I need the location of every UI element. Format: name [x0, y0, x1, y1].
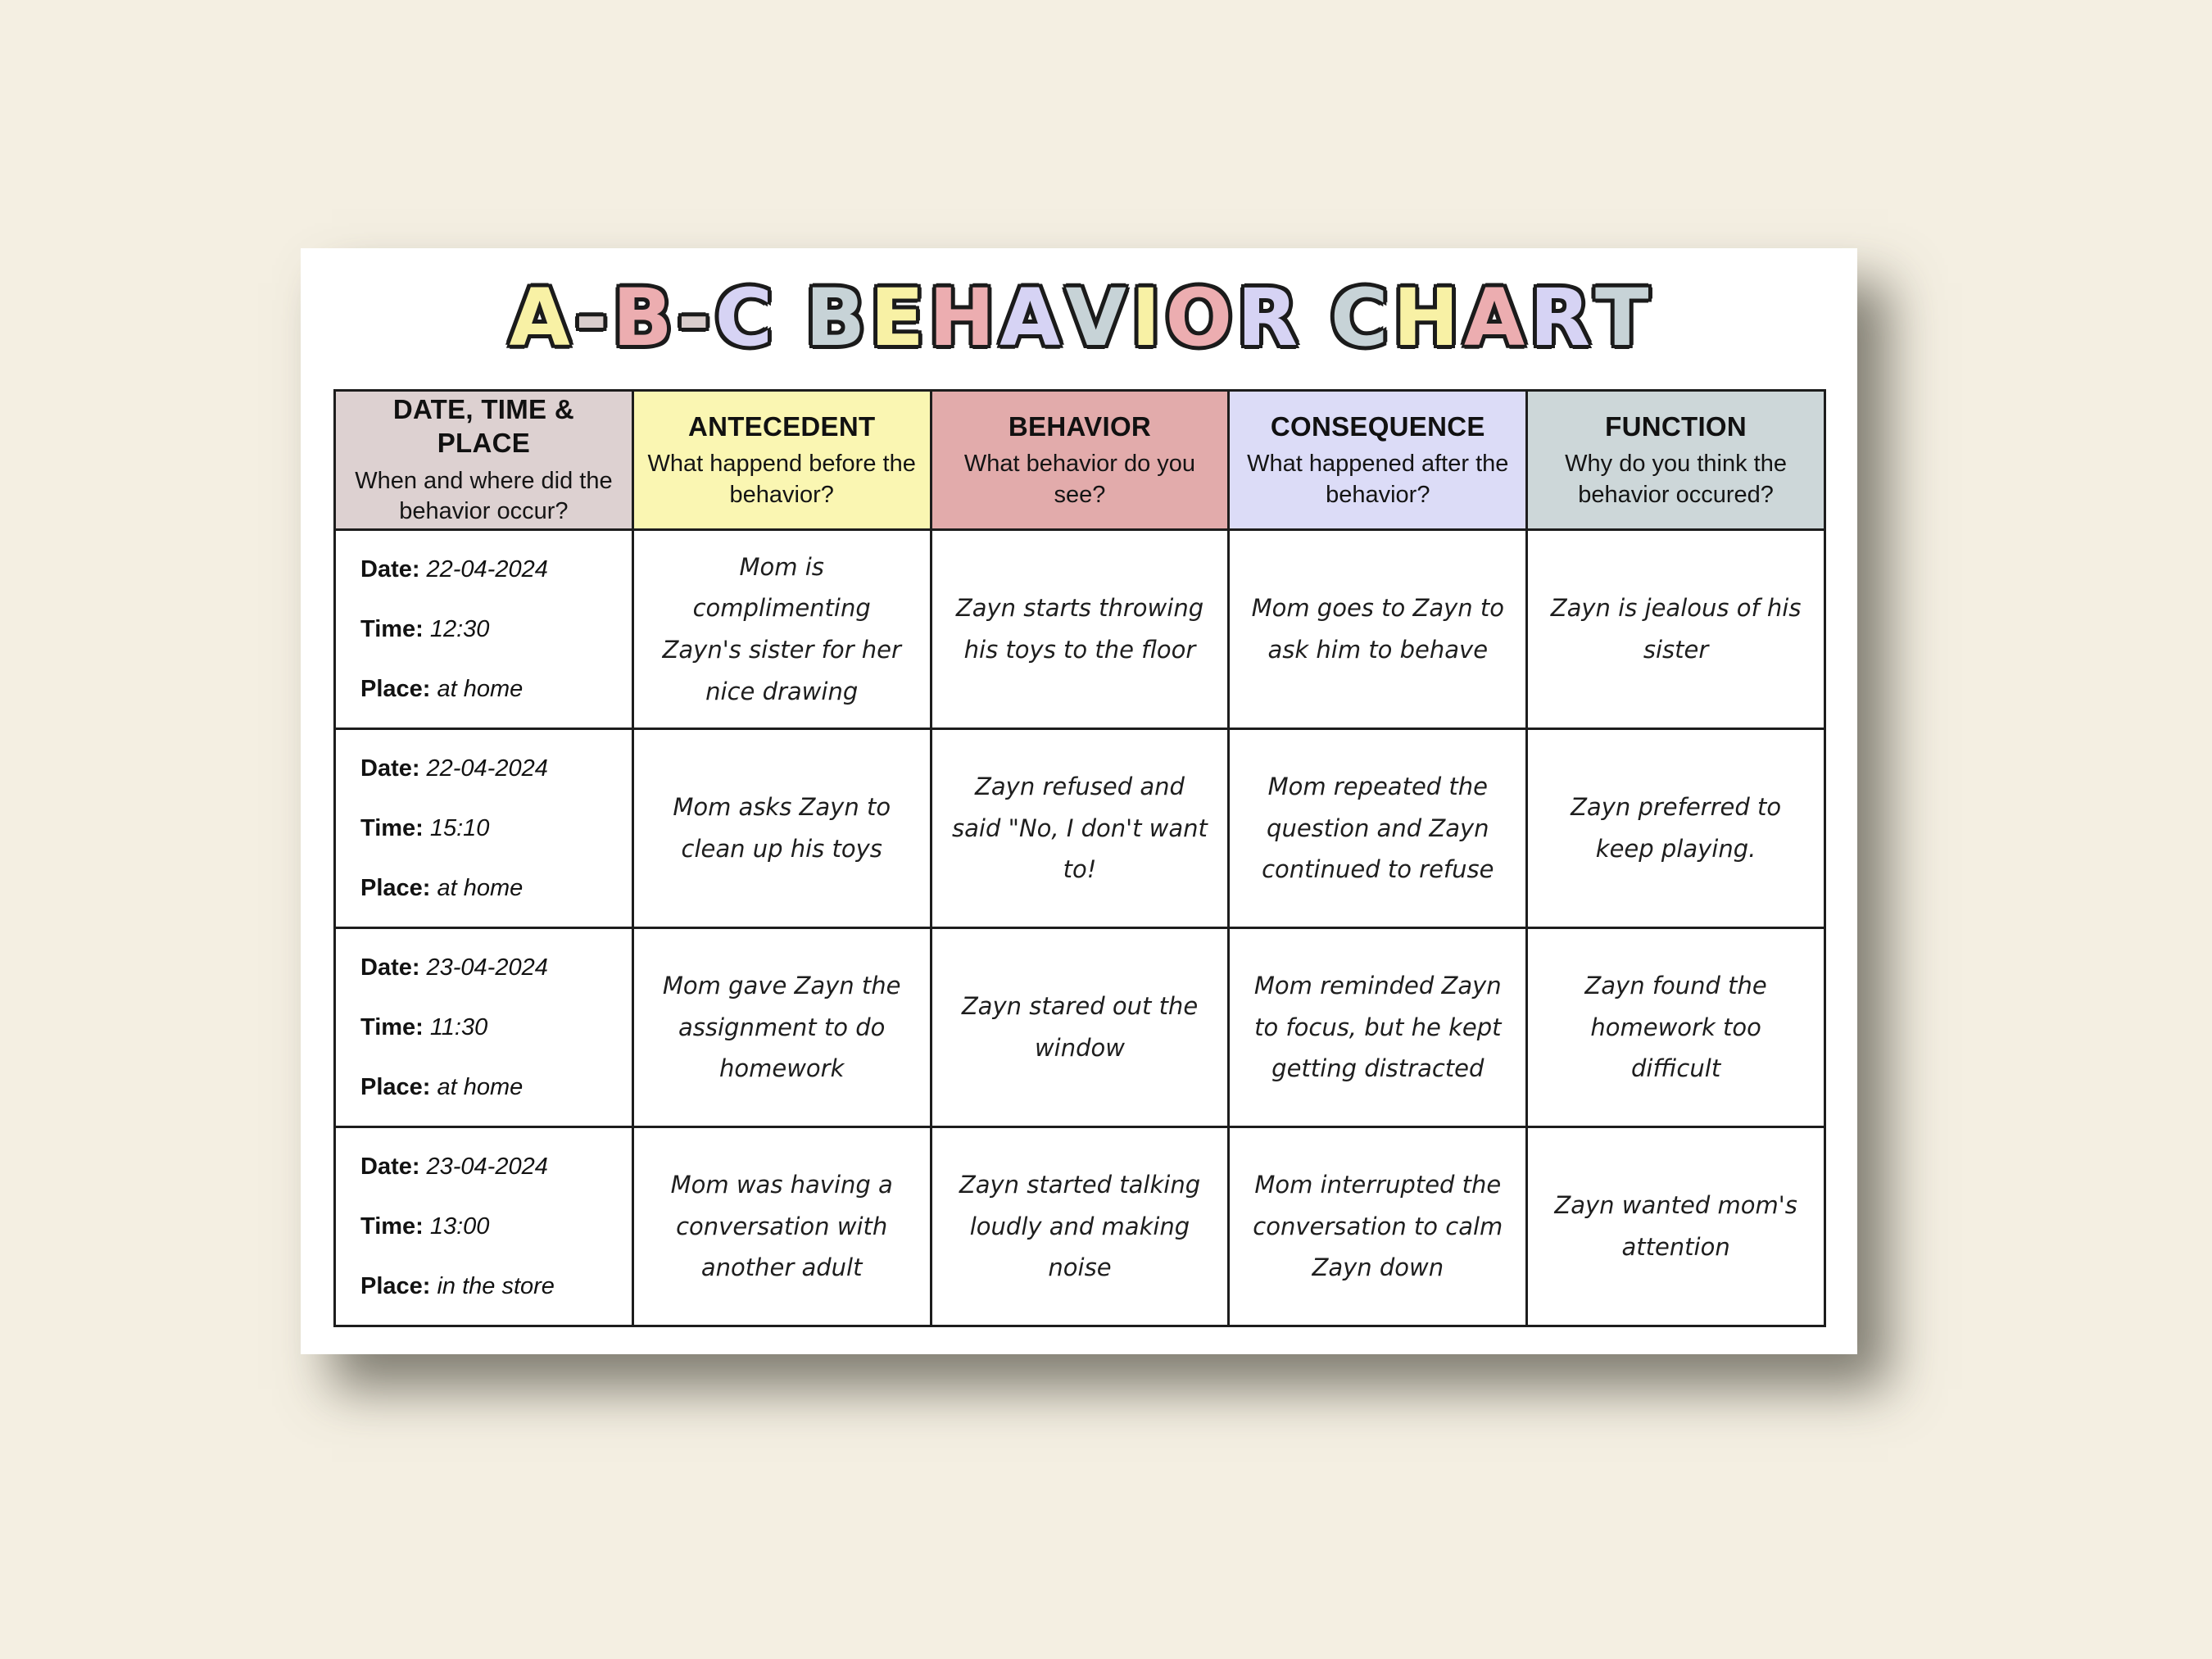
cell-consequence: Mom interrupted the conversation to calm Zayn down	[1229, 1127, 1527, 1326]
date-field	[360, 953, 625, 982]
title-letter: B	[805, 272, 866, 364]
column-subtitle: What happened after the behavior?	[1247, 450, 1509, 508]
cell-behavior: Zayn refused and said "No, I don't want to!	[931, 729, 1229, 928]
time-field	[360, 814, 625, 843]
time-label: Time:	[360, 1213, 424, 1240]
date-value: 23-04-2024	[426, 954, 548, 981]
behavior-chart-table	[333, 389, 1826, 1327]
place-label: Place:	[360, 676, 431, 703]
place-value: at home	[437, 1074, 524, 1101]
column-header-function	[1527, 391, 1825, 530]
cell-antecedent: Mom was having a conversation with another adult	[632, 1127, 931, 1326]
title-letter: C	[714, 272, 773, 364]
title-letter: -	[574, 272, 608, 364]
cell-antecedent: Mom asks Zayn to clean up his toys	[632, 729, 931, 928]
place-value: at home	[437, 875, 524, 902]
time-value: 15:10	[429, 814, 490, 841]
title-letter: R	[1530, 272, 1591, 364]
title-letter: I	[1131, 272, 1161, 364]
time-label: Time:	[360, 814, 424, 841]
title-letter: A	[1463, 272, 1525, 364]
title-letter: -	[677, 272, 710, 364]
cell-antecedent: Mom is complimenting Zayn's sister for her nice drawing	[632, 530, 931, 729]
cell-date-time-place	[335, 729, 633, 928]
place-value: in the store	[437, 1273, 555, 1300]
time-label: Time:	[360, 1013, 424, 1040]
cell-behavior: Zayn starts throwing his toys to the floor	[931, 530, 1229, 729]
column-subtitle: When and where did the behavior occur?	[355, 467, 613, 525]
column-title: DATE, TIME & PLACE	[392, 394, 574, 459]
column-header-behavior	[931, 391, 1229, 530]
column-header-date-time-place	[335, 391, 633, 530]
cell-consequence: Mom reminded Zayn to focus, but he kept getting distracted	[1229, 928, 1527, 1127]
cell-date-time-place	[335, 1127, 633, 1326]
cell-date-time-place	[335, 530, 633, 729]
cell-function: Zayn wanted mom's attention	[1527, 1127, 1825, 1326]
table-row	[335, 1127, 1825, 1326]
place-label: Place:	[360, 1273, 431, 1300]
place-label: Place:	[360, 875, 431, 902]
cell-behavior: Zayn started talking loudly and making noise	[931, 1127, 1229, 1326]
title-letter: T	[1595, 272, 1649, 364]
date-label: Date:	[360, 755, 420, 782]
place-field	[360, 674, 625, 704]
title-letter: O	[1165, 272, 1233, 364]
column-subtitle: What happend before the behavior?	[647, 450, 916, 508]
header-row	[335, 391, 1825, 530]
title-letter: B	[612, 272, 673, 364]
date-field	[360, 754, 625, 783]
place-label: Place:	[360, 1074, 431, 1101]
cell-function: Zayn is jealous of his sister	[1527, 530, 1825, 729]
column-header-antecedent	[632, 391, 931, 530]
table-row	[335, 928, 1825, 1127]
title-letter: H	[1393, 272, 1459, 364]
cell-date-time-place	[335, 928, 633, 1127]
title-letter: C	[1330, 272, 1389, 364]
place-field	[360, 1072, 625, 1102]
column-header-consequence	[1229, 391, 1527, 530]
date-label: Date:	[360, 1153, 420, 1180]
title-letter: H	[928, 272, 995, 364]
time-value: 12:30	[429, 615, 490, 642]
cell-antecedent: Mom gave Zayn the assignment to do homework	[632, 928, 931, 1127]
date-label: Date:	[360, 954, 420, 981]
column-title: ANTECEDENT	[687, 410, 876, 442]
title-letter: E	[870, 272, 924, 364]
date-label: Date:	[360, 555, 420, 582]
date-value: 22-04-2024	[426, 755, 548, 782]
cell-consequence: Mom repeated the question and Zayn continued to refuse	[1229, 729, 1527, 928]
title-letter: A	[509, 272, 570, 364]
column-title: FUNCTION	[1605, 410, 1747, 442]
time-field	[360, 1212, 625, 1241]
abc-chart-card	[301, 248, 1857, 1354]
title-letter: A	[999, 272, 1061, 364]
date-value: 22-04-2024	[426, 555, 548, 582]
column-subtitle: What behavior do you see?	[963, 450, 1196, 508]
chart-title	[301, 271, 1857, 365]
cell-consequence: Mom goes to Zayn to ask him to behave	[1229, 530, 1527, 729]
title-letter: R	[1237, 272, 1299, 364]
date-field	[360, 555, 625, 584]
cell-behavior: Zayn stared out the window	[931, 928, 1229, 1127]
time-label: Time:	[360, 615, 424, 642]
date-value: 23-04-2024	[426, 1153, 548, 1180]
cell-function: Zayn found the homework too difficult	[1527, 928, 1825, 1127]
table-row	[335, 729, 1825, 928]
time-field	[360, 614, 625, 644]
title-letter: V	[1065, 272, 1126, 364]
date-field	[360, 1152, 625, 1181]
time-field	[360, 1013, 625, 1042]
place-field	[360, 1271, 625, 1301]
column-subtitle: Why do you think the behavior occured?	[1565, 450, 1787, 508]
column-title: CONSEQUENCE	[1270, 410, 1485, 442]
column-title: BEHAVIOR	[1008, 410, 1152, 442]
time-value: 11:30	[429, 1013, 488, 1040]
place-field	[360, 873, 625, 903]
cell-function: Zayn preferred to keep playing.	[1527, 729, 1825, 928]
table-row	[335, 530, 1825, 729]
time-value: 13:00	[429, 1213, 490, 1240]
place-value: at home	[437, 676, 524, 703]
